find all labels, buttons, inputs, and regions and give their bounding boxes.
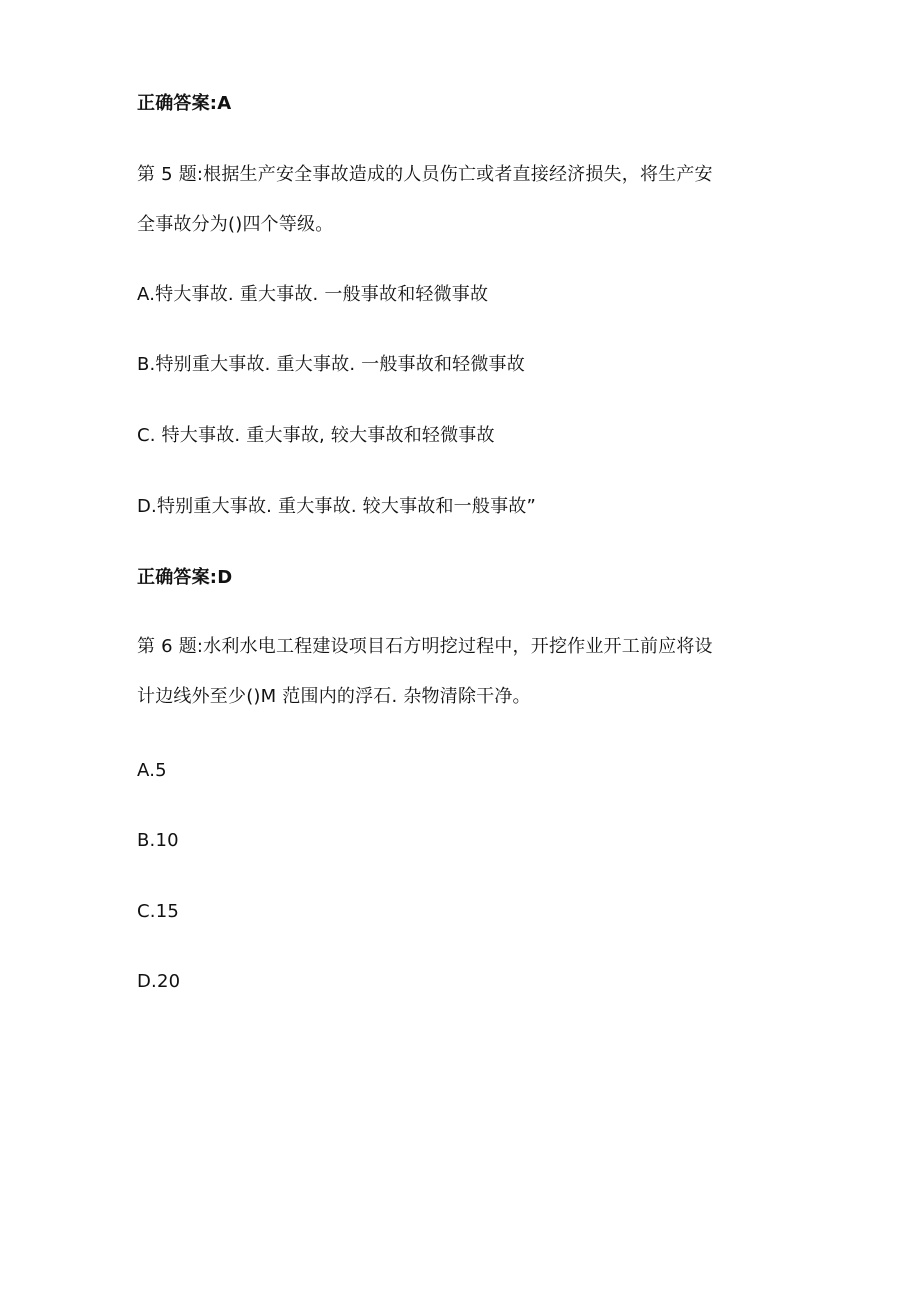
question-5-option-b: B.特别重大事故. 重大事故. 一般事故和轻微事故 [137, 354, 525, 375]
question-6-text-line-2: 计边线外至少()M 范围内的浮石. 杂物清除干净。 [137, 686, 531, 707]
previous-correct-answer: 正确答案:A [137, 93, 232, 114]
question-6-option-d: D.20 [137, 971, 181, 992]
question-6-option-c: C.15 [137, 901, 179, 922]
question-5-option-c: C. 特大事故. 重大事故, 较大事故和轻微事故 [137, 425, 495, 446]
question-5-correct-answer: 正确答案:D [137, 567, 233, 588]
question-5-option-d: D.特别重大事故. 重大事故. 较大事故和一般事故” [137, 496, 536, 517]
question-6-text-line-1: 第 6 题:水利水电工程建设项目石方明挖过程中，开挖作业开工前应将设 [137, 636, 713, 657]
question-5-option-a: A.特大事故. 重大事故. 一般事故和轻微事故 [137, 284, 489, 305]
question-5-text-line-1: 第 5 题:根据生产安全事故造成的人员伤亡或者直接经济损失，将生产安 [137, 164, 713, 185]
question-6-option-a: A.5 [137, 760, 167, 781]
question-6-option-b: B.10 [137, 830, 179, 851]
question-5-text-line-2: 全事故分为()四个等级。 [137, 214, 334, 235]
